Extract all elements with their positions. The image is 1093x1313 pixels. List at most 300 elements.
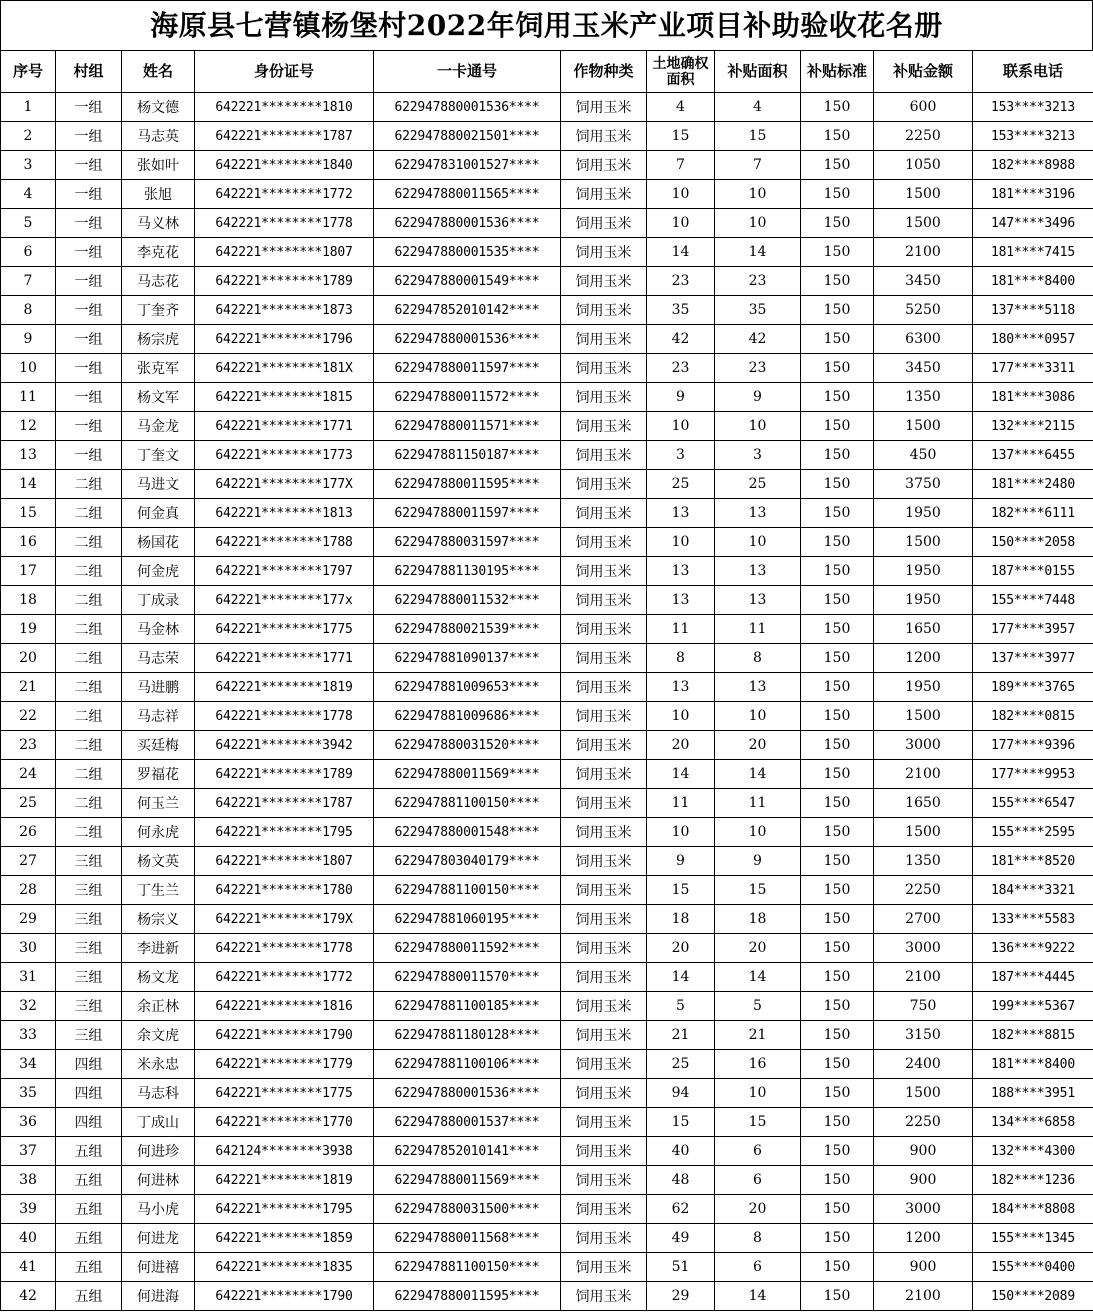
cell-land-area: 10 [647,702,715,731]
cell-phone: 184****3321 [973,876,1093,905]
cell-name: 丁生兰 [122,876,195,905]
col-header-index: 序号 [1,51,56,93]
cell-subsidy-area: 5 [715,992,801,1021]
cell-name: 马志祥 [122,702,195,731]
cell-subsidy-area: 25 [715,470,801,499]
cell-subsidy-amount: 900 [874,1253,973,1282]
cell-id-number: 642221********1787 [195,789,374,818]
cell-phone: 132****2115 [973,412,1093,441]
cell-land-area: 3 [647,441,715,470]
cell-subsidy-amount: 900 [874,1137,973,1166]
cell-id-number: 642221********1859 [195,1224,374,1253]
cell-land-area: 13 [647,586,715,615]
cell-card-number: 622947880011568**** [374,1224,561,1253]
table-row [1,557,1093,586]
cell-name: 何进林 [122,1166,195,1195]
cell-subsidy-rate: 150 [801,1108,874,1137]
cell-phone: 177****3311 [973,354,1093,383]
cell-subsidy-area: 15 [715,122,801,151]
cell-subsidy-rate: 150 [801,557,874,586]
cell-name: 马进鹏 [122,673,195,702]
cell-subsidy-amount: 1500 [874,818,973,847]
cell-id-number: 642221********1778 [195,934,374,963]
table-row [1,441,1093,470]
table-row [1,1282,1093,1311]
cell-crop-type: 饲用玉米 [561,644,647,673]
cell-subsidy-area: 14 [715,760,801,789]
cell-id-number: 642221********1775 [195,615,374,644]
cell-subsidy-area: 10 [715,412,801,441]
cell-subsidy-area: 13 [715,499,801,528]
cell-subsidy-rate: 150 [801,731,874,760]
cell-village-group: 二组 [56,673,122,702]
col-header-subsidy-rate: 补贴标准 [801,51,874,93]
cell-land-area: 11 [647,615,715,644]
cell-name: 李克花 [122,238,195,267]
cell-land-area: 25 [647,1050,715,1079]
cell-index: 32 [1,992,56,1021]
cell-name: 张如叶 [122,151,195,180]
cell-village-group: 二组 [56,615,122,644]
cell-land-area: 62 [647,1195,715,1224]
cell-subsidy-rate: 150 [801,1224,874,1253]
table-row [1,238,1093,267]
cell-village-group: 二组 [56,586,122,615]
cell-village-group: 一组 [56,180,122,209]
cell-village-group: 三组 [56,992,122,1021]
cell-subsidy-area: 35 [715,296,801,325]
cell-id-number: 642221********1816 [195,992,374,1021]
document-title: 海原县七营镇杨堡村2022年饲用玉米产业项目补助验收花名册 [0,0,1093,50]
cell-id-number: 642221********1795 [195,1195,374,1224]
cell-card-number: 622947880031597**** [374,528,561,557]
cell-crop-type: 饲用玉米 [561,905,647,934]
cell-id-number: 642221********1779 [195,1050,374,1079]
cell-phone: 137****3977 [973,644,1093,673]
table-row [1,1079,1093,1108]
cell-name: 何进龙 [122,1224,195,1253]
roster-table [0,50,1093,1311]
cell-land-area: 14 [647,238,715,267]
cell-subsidy-amount: 2100 [874,238,973,267]
cell-subsidy-rate: 150 [801,1079,874,1108]
cell-village-group: 一组 [56,122,122,151]
cell-subsidy-rate: 150 [801,992,874,1021]
cell-phone: 132****4300 [973,1137,1093,1166]
cell-phone: 177****9953 [973,760,1093,789]
cell-id-number: 642221********1873 [195,296,374,325]
cell-subsidy-amount: 1950 [874,673,973,702]
table-row [1,499,1093,528]
cell-index: 30 [1,934,56,963]
cell-village-group: 二组 [56,789,122,818]
col-header-crop-type: 作物种类 [561,51,647,93]
cell-id-number: 642221********1788 [195,528,374,557]
cell-crop-type: 饲用玉米 [561,151,647,180]
cell-subsidy-rate: 150 [801,470,874,499]
cell-name: 何进珍 [122,1137,195,1166]
cell-name: 丁成山 [122,1108,195,1137]
cell-subsidy-amount: 2100 [874,760,973,789]
cell-card-number: 622947880031520**** [374,731,561,760]
table-row [1,267,1093,296]
cell-subsidy-area: 6 [715,1166,801,1195]
cell-land-area: 14 [647,963,715,992]
cell-index: 42 [1,1282,56,1311]
cell-card-number: 622947880011532**** [374,586,561,615]
cell-subsidy-amount: 3150 [874,1021,973,1050]
cell-phone: 182****6111 [973,499,1093,528]
cell-crop-type: 饲用玉米 [561,1224,647,1253]
col-header-subsidy-area: 补贴面积 [715,51,801,93]
table-row [1,818,1093,847]
cell-subsidy-rate: 150 [801,963,874,992]
cell-subsidy-rate: 150 [801,93,874,122]
cell-card-number: 622947852010141**** [374,1137,561,1166]
cell-land-area: 4 [647,93,715,122]
cell-village-group: 二组 [56,470,122,499]
cell-subsidy-rate: 150 [801,586,874,615]
cell-subsidy-rate: 150 [801,934,874,963]
cell-subsidy-area: 10 [715,180,801,209]
cell-index: 9 [1,325,56,354]
cell-card-number: 622947880001536**** [374,325,561,354]
cell-crop-type: 饲用玉米 [561,992,647,1021]
cell-subsidy-amount: 2400 [874,1050,973,1079]
cell-card-number: 622947881009686**** [374,702,561,731]
cell-name: 马进文 [122,470,195,499]
cell-village-group: 一组 [56,441,122,470]
cell-id-number: 642221********1813 [195,499,374,528]
cell-subsidy-area: 6 [715,1253,801,1282]
cell-card-number: 622947881100150**** [374,1253,561,1282]
cell-id-number: 642221********1795 [195,818,374,847]
cell-subsidy-rate: 150 [801,238,874,267]
cell-index: 41 [1,1253,56,1282]
cell-index: 4 [1,180,56,209]
cell-name: 张旭 [122,180,195,209]
cell-id-number: 642221********1810 [195,93,374,122]
cell-index: 11 [1,383,56,412]
table-row [1,209,1093,238]
cell-land-area: 23 [647,267,715,296]
cell-subsidy-area: 14 [715,963,801,992]
cell-village-group: 一组 [56,209,122,238]
cell-subsidy-area: 21 [715,1021,801,1050]
cell-phone: 182****8988 [973,151,1093,180]
cell-subsidy-amount: 1500 [874,180,973,209]
cell-phone: 155****6547 [973,789,1093,818]
cell-index: 7 [1,267,56,296]
cell-subsidy-area: 20 [715,1195,801,1224]
cell-subsidy-area: 11 [715,789,801,818]
cell-id-number: 642221********1775 [195,1079,374,1108]
cell-index: 27 [1,847,56,876]
cell-index: 28 [1,876,56,905]
cell-subsidy-amount: 1950 [874,499,973,528]
table-row [1,1253,1093,1282]
cell-crop-type: 饲用玉米 [561,528,647,557]
cell-crop-type: 饲用玉米 [561,557,647,586]
cell-crop-type: 饲用玉米 [561,1079,647,1108]
cell-id-number: 642221********1840 [195,151,374,180]
cell-phone: 181****8400 [973,1050,1093,1079]
cell-id-number: 642221********1787 [195,122,374,151]
cell-index: 26 [1,818,56,847]
cell-subsidy-amount: 1500 [874,209,973,238]
cell-land-area: 13 [647,557,715,586]
cell-subsidy-area: 15 [715,876,801,905]
cell-name: 丁成录 [122,586,195,615]
cell-name: 何金虎 [122,557,195,586]
cell-land-area: 49 [647,1224,715,1253]
cell-phone: 182****1236 [973,1166,1093,1195]
table-row [1,325,1093,354]
cell-land-area: 10 [647,180,715,209]
cell-card-number: 622947880011595**** [374,1282,561,1311]
table-row [1,644,1093,673]
cell-subsidy-area: 13 [715,586,801,615]
cell-subsidy-rate: 150 [801,122,874,151]
cell-subsidy-rate: 150 [801,383,874,412]
cell-crop-type: 饲用玉米 [561,296,647,325]
cell-crop-type: 饲用玉米 [561,586,647,615]
cell-index: 12 [1,412,56,441]
table-row [1,1050,1093,1079]
cell-card-number: 622947880001537**** [374,1108,561,1137]
cell-card-number: 622947881130195**** [374,557,561,586]
cell-land-area: 20 [647,731,715,760]
cell-subsidy-amount: 2250 [874,122,973,151]
cell-subsidy-rate: 150 [801,528,874,557]
cell-card-number: 622947880011597**** [374,499,561,528]
cell-crop-type: 饲用玉米 [561,673,647,702]
cell-subsidy-area: 18 [715,905,801,934]
cell-subsidy-rate: 150 [801,615,874,644]
cell-name: 张克军 [122,354,195,383]
cell-village-group: 三组 [56,963,122,992]
table-row [1,934,1093,963]
cell-phone: 180****0957 [973,325,1093,354]
cell-village-group: 一组 [56,93,122,122]
table-row [1,528,1093,557]
cell-village-group: 四组 [56,1079,122,1108]
cell-subsidy-rate: 150 [801,412,874,441]
cell-id-number: 642221********1790 [195,1282,374,1311]
cell-land-area: 10 [647,818,715,847]
cell-land-area: 18 [647,905,715,934]
cell-land-area: 25 [647,470,715,499]
cell-subsidy-amount: 1500 [874,528,973,557]
table-body [1,93,1093,1311]
cell-subsidy-amount: 3750 [874,470,973,499]
cell-village-group: 二组 [56,818,122,847]
cell-subsidy-area: 13 [715,557,801,586]
cell-id-number: 642221********1807 [195,238,374,267]
cell-card-number: 622947803040179**** [374,847,561,876]
cell-card-number: 622947852010142**** [374,296,561,325]
cell-index: 25 [1,789,56,818]
cell-village-group: 五组 [56,1166,122,1195]
cell-id-number: 642221********3942 [195,731,374,760]
cell-index: 2 [1,122,56,151]
cell-land-area: 10 [647,528,715,557]
cell-land-area: 9 [647,847,715,876]
cell-id-number: 642221********177x [195,586,374,615]
cell-phone: 153****3213 [973,93,1093,122]
cell-id-number: 642221********1835 [195,1253,374,1282]
cell-phone: 155****7448 [973,586,1093,615]
cell-index: 23 [1,731,56,760]
cell-subsidy-area: 8 [715,1224,801,1253]
cell-village-group: 二组 [56,499,122,528]
cell-card-number: 622947880001535**** [374,238,561,267]
table-row [1,731,1093,760]
cell-land-area: 29 [647,1282,715,1311]
cell-land-area: 23 [647,354,715,383]
cell-crop-type: 饲用玉米 [561,731,647,760]
cell-subsidy-area: 7 [715,151,801,180]
cell-name: 马志荣 [122,644,195,673]
cell-crop-type: 饲用玉米 [561,1050,647,1079]
table-row [1,1166,1093,1195]
cell-name: 李进新 [122,934,195,963]
cell-phone: 133****5583 [973,905,1093,934]
table-row [1,673,1093,702]
cell-card-number: 622947881009653**** [374,673,561,702]
cell-phone: 177****9396 [973,731,1093,760]
cell-subsidy-amount: 6300 [874,325,973,354]
cell-name: 杨文军 [122,383,195,412]
cell-subsidy-rate: 150 [801,1166,874,1195]
cell-subsidy-area: 11 [715,615,801,644]
cell-village-group: 二组 [56,731,122,760]
cell-subsidy-area: 16 [715,1050,801,1079]
cell-card-number: 622947881100150**** [374,789,561,818]
table-row [1,615,1093,644]
cell-phone: 150****2058 [973,528,1093,557]
cell-subsidy-rate: 150 [801,296,874,325]
cell-phone: 181****8520 [973,847,1093,876]
cell-index: 18 [1,586,56,615]
table-row [1,1021,1093,1050]
cell-index: 31 [1,963,56,992]
cell-id-number: 642221********1771 [195,412,374,441]
cell-subsidy-amount: 1650 [874,615,973,644]
cell-land-area: 15 [647,1108,715,1137]
cell-id-number: 642221********1773 [195,441,374,470]
cell-id-number: 642221********1819 [195,673,374,702]
cell-id-number: 642124********3938 [195,1137,374,1166]
cell-land-area: 94 [647,1079,715,1108]
cell-name: 杨国花 [122,528,195,557]
cell-land-area: 13 [647,673,715,702]
cell-subsidy-amount: 3450 [874,354,973,383]
cell-subsidy-area: 13 [715,673,801,702]
cell-index: 33 [1,1021,56,1050]
cell-subsidy-amount: 2100 [874,1282,973,1311]
cell-phone: 147****3496 [973,209,1093,238]
cell-id-number: 642221********1772 [195,963,374,992]
col-header-phone: 联系电话 [973,51,1093,93]
cell-crop-type: 饲用玉米 [561,760,647,789]
cell-subsidy-rate: 150 [801,876,874,905]
cell-village-group: 二组 [56,760,122,789]
cell-crop-type: 饲用玉米 [561,702,647,731]
cell-name: 马小虎 [122,1195,195,1224]
cell-name: 何玉兰 [122,789,195,818]
cell-id-number: 642221********179X [195,905,374,934]
cell-card-number: 622947880011565**** [374,180,561,209]
cell-village-group: 二组 [56,644,122,673]
cell-subsidy-amount: 1650 [874,789,973,818]
cell-subsidy-amount: 3000 [874,934,973,963]
cell-subsidy-area: 10 [715,528,801,557]
cell-card-number: 622947881100185**** [374,992,561,1021]
cell-subsidy-amount: 1050 [874,151,973,180]
cell-phone: 177****3957 [973,615,1093,644]
cell-id-number: 642221********1819 [195,1166,374,1195]
cell-name: 丁奎文 [122,441,195,470]
cell-card-number: 622947881100106**** [374,1050,561,1079]
cell-land-area: 5 [647,992,715,1021]
cell-index: 37 [1,1137,56,1166]
cell-subsidy-rate: 150 [801,441,874,470]
cell-crop-type: 饲用玉米 [561,1021,647,1050]
cell-name: 余正林 [122,992,195,1021]
cell-phone: 181****3196 [973,180,1093,209]
cell-phone: 155****0400 [973,1253,1093,1282]
cell-id-number: 642221********1790 [195,1021,374,1050]
cell-index: 39 [1,1195,56,1224]
cell-crop-type: 饲用玉米 [561,383,647,412]
table-row [1,383,1093,412]
cell-name: 丁奎齐 [122,296,195,325]
cell-index: 5 [1,209,56,238]
cell-subsidy-amount: 5250 [874,296,973,325]
cell-id-number: 642221********1789 [195,760,374,789]
cell-phone: 150****2089 [973,1282,1093,1311]
cell-subsidy-amount: 1500 [874,702,973,731]
cell-name: 杨文德 [122,93,195,122]
cell-village-group: 一组 [56,412,122,441]
cell-index: 34 [1,1050,56,1079]
cell-land-area: 20 [647,934,715,963]
cell-subsidy-rate: 150 [801,760,874,789]
cell-index: 40 [1,1224,56,1253]
cell-land-area: 40 [647,1137,715,1166]
cell-id-number: 642221********1778 [195,209,374,238]
cell-id-number: 642221********177X [195,470,374,499]
cell-index: 14 [1,470,56,499]
cell-crop-type: 饲用玉米 [561,325,647,354]
cell-phone: 199****5367 [973,992,1093,1021]
cell-village-group: 五组 [56,1282,122,1311]
cell-phone: 137****5118 [973,296,1093,325]
table-row [1,180,1093,209]
cell-subsidy-area: 10 [715,818,801,847]
cell-land-area: 7 [647,151,715,180]
cell-subsidy-rate: 150 [801,180,874,209]
cell-name: 何进禧 [122,1253,195,1282]
cell-phone: 136****9222 [973,934,1093,963]
cell-subsidy-area: 6 [715,1137,801,1166]
cell-subsidy-area: 10 [715,1079,801,1108]
cell-village-group: 五组 [56,1253,122,1282]
cell-name: 杨文英 [122,847,195,876]
cell-id-number: 642221********1780 [195,876,374,905]
cell-crop-type: 饲用玉米 [561,818,647,847]
